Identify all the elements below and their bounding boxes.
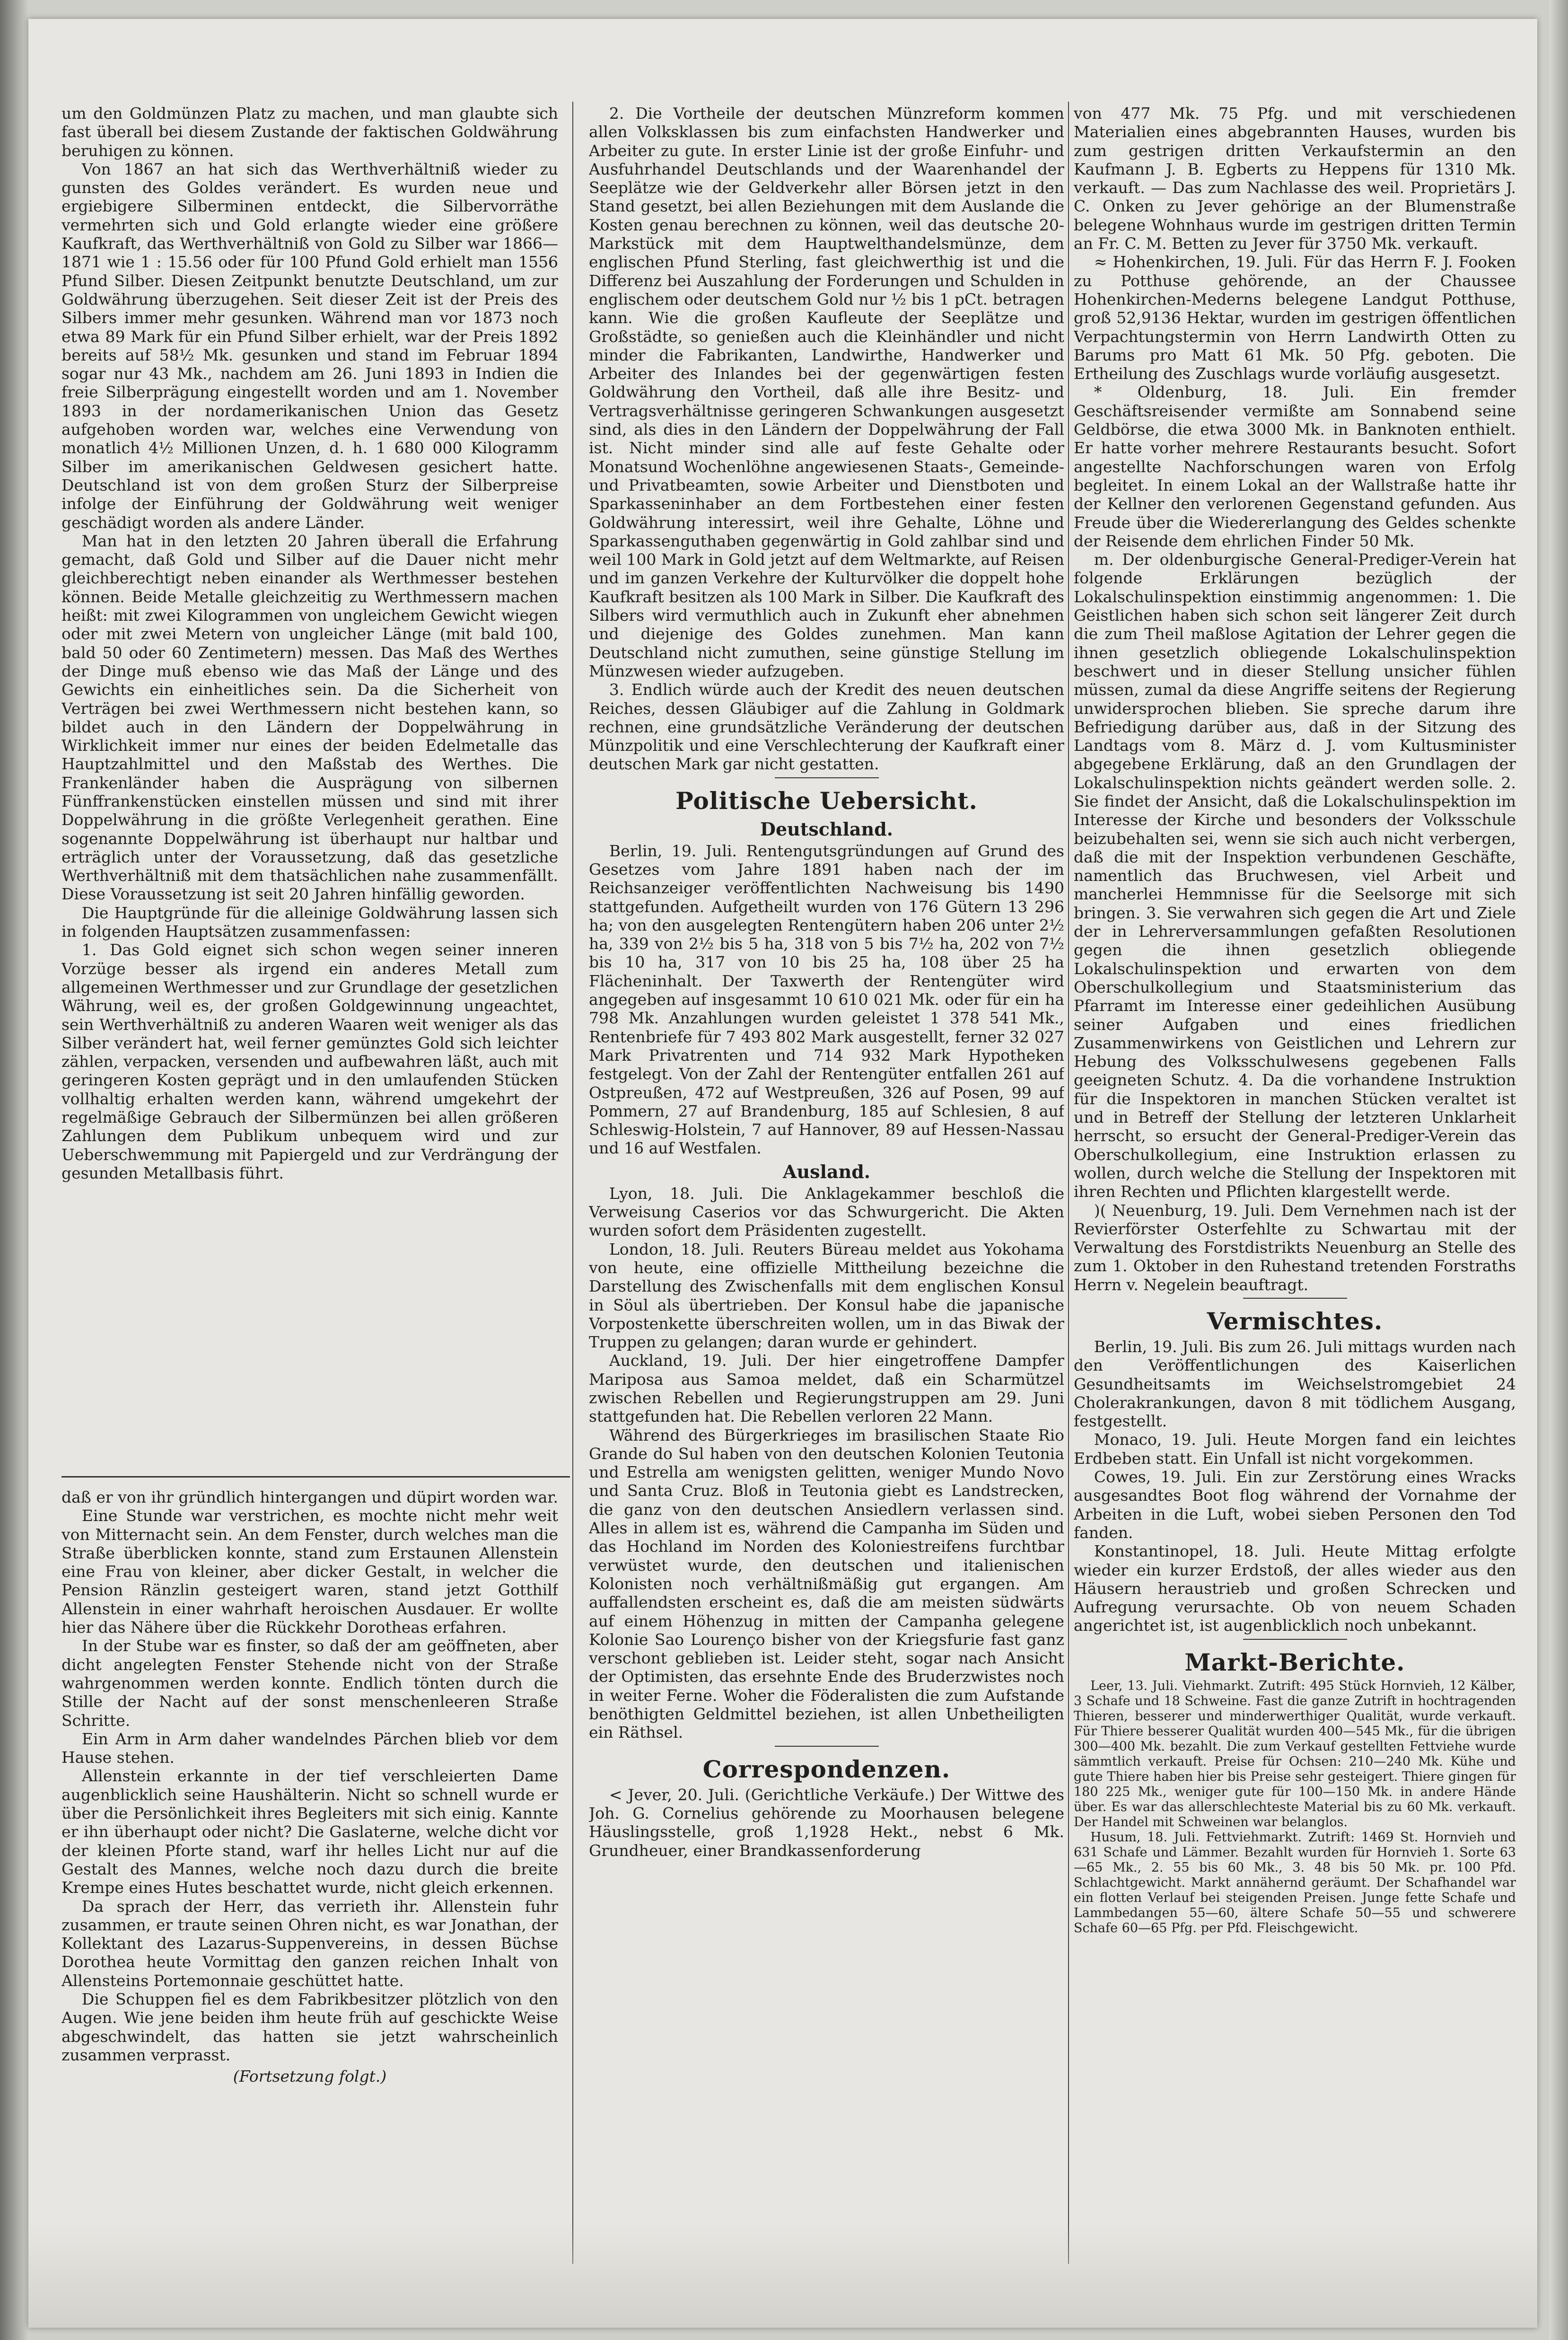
paragraph: Von 1867 an hat sich das Werthverhältniß wieder zu gunsten des Goldes verändert. Es wurden neue und ergiebigere Silberminen entdeckt, die Silbervorräthe vermehrten sich und Gold erlangte wieder eine größere Kaufkraft, das Werthverhältniß von Gold zu Silber war 1866—1871 wie 1 : 15.56 oder für 100 Pfund Gold erhielt man 1556 Pfund Silber. Diesen Zeitpunkt benutzte Deutschland, um zur Goldwährung überzugehen. Seit dieser Zeit ist der Preis des Silbers immer mehr gesunken. Während man vor 1873 noch etwa 89 Mark für ein Pfund Silber erhielt, war der Preis 1892 bereits auf 58½ Mk. gesunken und stand im Februar 1894 sogar nur 43 Mk., nachdem am 26. Juni 1893 in Indien die freie Silberprägung eingestellt worden und am 1. November 1893 in der nordamerikanischen Union das Gesetz aufgehoben worden war, welches eine Verwendung von monatlich 4½ Millionen Unzen, d. h. 1 680 000 Kilogramm Silber im amerikanischen Geldwesen gesichert hatte. Deutschland ist von dem großen Sturz der Silberpreise infolge der Einführung der Goldwährung weit weniger geschädigt worden als andere Länder.: [61, 159, 558, 532]
feuilleton-divider: [61, 1476, 570, 1478]
news-item: Lyon, 18. Juli. Die Anklagekammer beschloß die Verweisung Caserios vor das Schwurgericht. Die Akten wurden sofort dem Präsidenten zugestellt.: [589, 1184, 1064, 1240]
section-rule: [1243, 1298, 1347, 1299]
section-rule: [775, 777, 879, 778]
germany-subheading: Deutschland.: [760, 818, 893, 840]
paragraph: 1. Das Gold eignet sich schon wegen seiner inneren Vorzüge besser als irgend ein anderes Metall zum allgemeinen Werthmesser und zur Grundlage der gesetzlichen Währung, weil es, der großen Goldgewinnung ungeachtet, sein Werthverhältniß zu anderen Waaren weit weniger als das Silber verändert hat, weil ferner gemünztes Gold sich leichter zählen, verpacken, versenden und aufbewahren läßt, auch mit geringeren Kosten geprägt und in den umlaufenden Stücken vollhaltig erhalten werden kann, während umgekehrt der regelmäßige Gebrauch der Silbermünzen bei allen größeren Zahlungen dem Publikum unbequem wird und zur Ueberschwemmung mit Papiergeld und zur Verdrängung der gesunden Metallbasis führt.: [61, 941, 558, 1182]
market-item: Leer, 13. Juli. Viehmarkt. Zutrift: 495 Stück Hornvieh, 12 Kälber, 3 Schafe und 18 Schweine. Fast die ganze Zutrift in hochtragenden Thieren, besserer und minderwerthiger Qualität, wurde verkauft. Für Thiere besserer Qualität wurden 400—545 Mk., für die übrigen 300—400 Mk. bezahlt. Die zum Verkauf gestellten Fettviehe wurde sämmtlich verkauft. Preise für Ochsen: 210—240 Mk. Kühe und gute Thiere haben hier bis Preise sehr gesteigert. Thiere gingen für 180 225 Mk., weniger gute für 100—150 Mk. in andere Hände über. Es war das allerschlechteste Material bis zu 60 Mk. verkauft. Der Handel mit Schweinen war belanglos.: [1074, 1678, 1516, 1830]
news-item: Berlin, 19. Juli. Bis zum 26. Juli mittags wurden nach den Veröffentlichungen des Kaiserlichen Gesundheitsamts im Weichselstromgebiet 24 Cholerakrankungen, davon 8 mit tödlichem Ausgang, festgestellt.: [1074, 1337, 1516, 1431]
paragraph: Allenstein erkannte in der tief verschleierten Dame augenblicklich seine Haushälterin. Nicht so schnell wurde er über die Persönlichkeit ihres Begleiters mit sich einig. Kannte er ihn überhaupt oder nicht? Die Gaslaterne, welche dicht vor der kleinen Pforte stand, warf ihr helles Licht nur auf die Gestalt des Mannes, welche noch dazu durch die breite Krempe eines Hutes beschattet wurde, nicht gleich erkennen.: [61, 1767, 558, 1897]
news-item: * Oldenburg, 18. Juli. Ein fremder Geschäftsreisender vermißte am Sonnabend seine Geldbörse, die etwa 3000 Mk. in Banknoten enthielt. Er hatte vorher mehrere Restaurants besucht. Sofort angestellte Nachforschungen waren von Erfolg begleitet. In einem Lokal an der Wallstraße hatte ihr der Kellner den verlorenen Gegenstand gefunden. Aus Freude über die Wiedererlangung des Geldes schenkte der Reisende dem ehrlichen Finder 50 Mk.: [1074, 383, 1516, 550]
misc-heading: Vermischtes.: [1207, 1307, 1383, 1335]
abroad-subheading: Ausland.: [783, 1161, 870, 1182]
paragraph: Die Schuppen fiel es dem Fabrikbesitzer plötzlich von den Augen. Wie jene beiden ihm heute früh auf geschickte Weise abgeschwindelt, das hatten sie jetzt wahrscheinlich zusammen verprasst.: [61, 1990, 558, 2064]
paragraph: Ein Arm in Arm daher wandelndes Pärchen blieb vor dem Hause stehen.: [61, 1729, 558, 1767]
paragraph: Man hat in den letzten 20 Jahren überall die Erfahrung gemacht, daß Gold und Silber auf die Dauer nicht mehr gleichberechtigt neben einander als Werthmesser bestehen können. Beide Metalle gleichzeitig zu Werthmessern machen heißt: mit zwei Kilogrammen von ungleichem Gewicht wiegen oder mit zwei Metern von ungleicher Länge (mit bald 100, bald 50 oder 60 Zentimetern) messen. Das Maß des Werthes der Dinge muß ebenso wie das Maß der Länge und des Gewichts ein einheitliches sein. Da die Sicherheit von Verträgen bei zwei Werthmessern nicht bestehen kann, so bildet auch in den Ländern der Doppelwährung in Wirklichkeit immer nur eines der beiden Edelmetalle das Hauptzahlmittel und den Maßstab des Werthes. Die Frankenländer haben die Ausprägung von silbernen Fünffrankenstücken einstellen müssen und sind mit ihrer Doppelwährung in die größte Verlegenheit gerathen. Eine sogenannte Doppelwährung ist überhaupt nur haltbar und erträglich unter der Voraussetzung, daß das gesetzliche Werthverhältniß mit dem thatsächlichen nahe zusammenfällt. Diese Voraussetzung ist seit 20 Jahren hinfällig geworden.: [61, 531, 558, 904]
book-binding-shadow: [0, 0, 28, 2340]
news-item: Während des Bürgerkrieges im brasilischen Staate Rio Grande do Sul haben von den deutschen Kolonien Teutonia und Estrella am wenigsten gelitten, weniger Mundo Novo und Santa Cruz. Bloß in Teutonia giebt es Landstrecken, die ganz von den deutschen Ansiedlern verlassen sind. Alles in allem ist es, während die Campanha im Süden und das Hochland im Norden des Koloniestreifens furchtbar verwüstet wurde, den deutschen und italienischen Kolonisten noch verhältnißmäßig gut ergangen. Am auffallendsten erscheint es, daß die am meisten südwärts auf einem Höhenzug in mitten der Campanha gelegene Kolonie Sao Lourenço bisher von der Kriegsfurie fast ganz verschont geblieben ist. Leider steht, sogar nach Ansicht der Optimisten, das ersehnte Ende des Bruderzwistes noch in weiter Ferne. Woher die Föderalisten die zum Aufstande benöthigten Geldmittel beziehen, ist allen Unbetheiligten ein Räthsel.: [589, 1425, 1064, 1742]
news-item: Konstantinopel, 18. Juli. Heute Mittag erfolgte wieder ein kurzer Erdstoß, der alles wieder aus den Häusern heraustrieb und großen Schrecken und Aufregung verursachte. Ob von neuem Schaden angerichtet ist, ist augenblicklich noch unbekannt.: [1074, 1542, 1516, 1635]
market-reports: [1074, 1679, 1516, 1936]
news-item: < Jever, 20. Juli. (Gerichtliche Verkäufe.) Der Wittwe des Joh. G. Cornelius gehörende zu Moorhausen belegene Häuslingsstelle, groß 1,1928 Hekt., nebst 6 Mk. Grundheuer, einer Brandkassenforderung: [589, 1785, 1064, 1860]
paragraph: 3. Endlich würde auch der Kredit des neuen deutschen Reiches, dessen Gläubiger auf die Zahlung in Goldmark rechnen, eine grundsätzliche Veränderung der deutschen Münzpolitik und eine Verschlechterung der Kaufkraft einer deutschen Mark gar nicht gestatten.: [589, 680, 1064, 774]
paragraph: daß er von ihr gründlich hintergangen und düpirt worden war.: [61, 1488, 558, 1506]
news-item: )( Neuenburg, 19. Juli. Dem Vernehmen nach ist der Revierförster Osterfehlte zu Schwartau mit der Verwaltung des Forstdistrikts Neuenburg an Stelle des zum 1. Oktober in den Ruhestand tretenden Forstraths Herrn v. Negelein beauftragt.: [1074, 1201, 1516, 1294]
news-item: ≈ Hohenkirchen, 19. Juli. Für das Herrn F. J. Fooken zu Potthuse gehörende, an der Chaussee Hohenkirchen-Mederns belegene Landgut Potthuse, groß 52,9136 Hektar, wurden im gestrigen öffentlichen Verpachtungstermin von Herrn Landwirth Otten zu Barums pro Matt 61 Mk. 50 Pfg. geboten. Die Ertheilung des Zuschlags wurde vorläufig ausgesetzt.: [1074, 253, 1516, 383]
paragraph: von 477 Mk. 75 Pfg. und mit verschiedenen Materialien eines abgebrannten Hauses, wurden bis zum gestrigen dritten Verkaufstermin an den Kaufmann J. B. Egberts zu Heppens für 1310 Mk. verkauft. — Das zum Nachlasse des weil. Proprietärs J. C. Onken zu Jever gehörige an der Blumenstraße belegene Wohnhaus wurde im gestrigen dritten Termin an Fr. C. M. Betten zu Jever für 3750 Mk. verkauft.: [1074, 104, 1516, 253]
section-rule: [1243, 1639, 1347, 1640]
column-2: [589, 104, 1064, 2261]
correspondence-heading: Correspondenzen.: [702, 1755, 951, 1783]
column-1: [61, 104, 558, 1476]
feuilleton-column: [61, 1488, 558, 2217]
paragraph: Da sprach der Herr, das verrieth ihr. Allenstein fuhr zusammen, er traute seinen Ohren nicht, es war Jonathan, der Kollektant des Lazarus-Suppenvereins, in dessen Büchse Dorothea heute Vormittag den ganzen reichen Inhalt von Allensteins Portemonnaie geschüttet hatte.: [61, 1897, 558, 1990]
paragraph: Die Hauptgründe für die alleinige Goldwährung lassen sich in folgenden Hauptsätzen zusammenfassen:: [61, 903, 558, 941]
column-3: [1074, 104, 1516, 2261]
column-divider: [572, 102, 573, 2264]
paragraph: um den Goldmünzen Platz zu machen, und man glaubte sich fast überall bei diesem Zustande der faktischen Goldwährung beruhigen zu können.: [61, 104, 558, 160]
section-rule: [775, 1746, 879, 1747]
column-divider: [1068, 102, 1069, 2264]
continued-note: (Fortsetzung folgt.): [233, 2067, 387, 2086]
page-edge: [1549, 0, 1568, 2340]
news-item: London, 18. Juli. Reuters Büreau meldet aus Yokohama von heute, eine offizielle Mittheilung bezeichne die Darstellung des Zwischenfalls mit dem englischen Konsul in Söul als übertrieben. Der Konsul habe die japanische Vorpostenkette überschreiten wollen, um in das Biwak der Truppen zu gelangen; daran wurde er gehindert.: [589, 1240, 1064, 1352]
paragraph: 2. Die Vortheile der deutschen Münzreform kommen allen Volksklassen bis zum einfachsten Handwerker und Arbeiter zu gute. In erster Linie ist der große Einfuhr- und Ausfuhrhandel Deutschlands und der Waarenhandel der Seeplätze wie der Geldverkehr aller Börsen jetzt in den Stand gesetzt, bei allen Beziehungen mit dem Auslande die Kosten genau berechnen zu können, weil das deutsche 20-Markstück mit dem Hauptwelthandelsmünze, dem englischen Pfund Sterling, fast gleichwerthig ist und die Differenz bei Auszahlung der Forderungen und Schulden in englischem oder deutschem Gold nur ½ bis 1 pCt. betragen kann. Wie die großen Kaufleute der Seeplätze und Großstädte, so genießen auch die Kleinhändler und nicht minder die Fabrikanten, Landwirthe, Handwerker und Arbeiter des Inlandes bei der gegenwärtigen festen Goldwährung den Vortheil, daß alle ihre Besitz- und Vertragsverhältnisse geringeren Schwankungen ausgesetzt sind, als dies in den Ländern der Doppelwährung der Fall ist. Nicht minder sind alle auf feste Gehalte oder Monatsund Wochenlöhne angewiesenen Staats-, Gemeinde- und Privatbeamten, sowie Arbeiter und Dienstboten und Sparkasseninhaber an dem Fortbestehen einer festen Goldwährung interessirt, weil ihre Gehalte, Löhne und Sparkassenguthaben gegenwärtig in Gold zahlbar sind und weil 100 Mark in Gold jetzt auf dem Weltmarkte, auf Reisen und im ganzen Verkehre der Kulturvölker die doppelt hohe Kaufkraft besitzen als 100 Mark in Silber. Die Kaufkraft des Silbers wird vermuthlich auch in Zukunft eher abnehmen und diejenige des Goldes zunehmen. Man kann Deutschland nicht zumuthen, seine günstige Stellung im Münzwesen wieder aufzugeben.: [589, 104, 1064, 680]
news-item: m. Der oldenburgische General-Prediger-Verein hat folgende Erklärungen bezüglich der Lokalschulinspektion einstimmig angenommen: 1. Die Geistlichen haben sich schon seit längerer Zeit durch die zum Theil maßlose Agitation der Lehrer gegen die ihnen gesetzlich obliegende Lokalschulinspektion beschwert und in dieser Stellung unsicher fühlen müssen, zumal da diese Angriffe seitens der Regierung unwidersprochen blieben. Sie spreche darum ihre Befriedigung darüber aus, daß in der Sitzung des Landtags vom 8. März d. J. vom Kultusminister abgegebene Erklärung, daß an den Grundlagen der Lokalschulinspektion nichts geändert werden solle. 2. Sie findet der Ansicht, daß die Lokalschulinspektion im Interesse der Kirche und besonders der Volksschule beizubehalten sei, wenn sie sich auch nicht verbergen, daß die mit der Inspektion verbundenen Geschäfte, namentlich das Bruchwesen, viel Arbeit und mancherlei Hemmnisse für die Seelsorge mit sich bringen. 3. Sie verwahren sich gegen die Art und Ziele der in Lehrerversammlungen gefaßten Resolutionen gegen die ihnen gesetzlich obliegende Lokalschulinspektion und erwarten von dem Oberschulkollegium und Staatsministerium das Pfarramt im Interesse einer gedeihlichen Ausübung seiner Aufgaben und eines friedlichen Zusammenwirkens von Geistlichen und Lehrern zur Hebung des Volksschulwesens gegebenen Falls geeigneten Schutz. 4. Da die vorhandene Instruktion für die Inspektoren in manchen Stücken veraltet ist und in Betreff der Stellung der letzteren Unklarheit herrscht, so ersucht der General-Prediger-Verein das Oberschulkollegium, eine Instruktion erlassen zu wollen, durch welche die Stellung der Inspektoren mit ihren Rechten und Pflichten klargestellt werde.: [1074, 550, 1516, 1201]
market-item: Husum, 18. Juli. Fettviehmarkt. Zutrift: 1469 St. Hornvieh und 631 Schafe und Lämmer. Bezahlt wurden für Hornvieh 1. Sorte 63—65 Mk., 2. 55 bis 60 Mk., 3. 48 bis 50 Mk. pr. 100 Pfd. Schlachtgewicht. Markt annähernd geräumt. Der Schafhandel war ein flotten Verlauf bei steigenden Preisen. Junge fette Schafe und Lammbedangen 55—60, ältere Schafe 50—55 und schwerere Schafe 60—65 Pfg. per Pfd. Fleischgewicht.: [1074, 1830, 1516, 1935]
news-item: Berlin, 19. Juli. Rentengutsgründungen auf Grund des Gesetzes vom Jahre 1891 haben nach der im Reichsanzeiger veröffentlichten Nachweisung bis 1490 stattgefunden. Aufgetheilt wurden von 176 Gütern 13 296 ha; von den ausgelegten Rentengütern haben 206 unter 2½ ha, 339 von 2½ bis 5 ha, 318 von 5 bis 7½ ha, 202 von 7½ bis 10 ha, 317 von 10 bis 25 ha, 108 über 25 ha Flächeninhalt. Der Taxwerth der Rentengüter wird angegeben auf insgesammt 10 610 021 Mk. oder für ein ha 798 Mk. Anzahlungen wurden geleistet 1 378 541 Mk., Rentenbriefe für 7 493 802 Mark ausgestellt, ferner 32 027 Mark Privatrenten und 714 932 Mark Hypotheken festgelegt. Von der Zahl der Rentengüter entfallen 261 auf Ostpreußen, 472 auf Westpreußen, 326 auf Posen, 99 auf Pommern, 27 auf Brandenburg, 185 auf Schlesien, 8 auf Schleswig-Holstein, 7 auf Hannover, 89 auf Hessen-Nassau und 16 auf Westfalen.: [589, 841, 1064, 1158]
news-item: Cowes, 19. Juli. Ein zur Zerstörung eines Wracks ausgesandtes Boot flog während der Vornahme der Arbeiten in die Luft, wobei sieben Personen den Tod fanden.: [1074, 1468, 1516, 1542]
paragraph: In der Stube war es finster, so daß der am geöffneten, aber dicht angelegten Fenster Stehende nicht von der Straße wahrgenommen werden konnte. Endlich tönten durch die Stille der Nacht auf der sonst menschenleeren Straße Schritte.: [61, 1636, 558, 1730]
market-heading: Markt-Berichte.: [1184, 1648, 1405, 1676]
politics-heading: Politische Uebersicht.: [675, 786, 978, 815]
page-bottom-shade: [28, 2224, 1537, 2328]
paragraph: Eine Stunde war verstrichen, es mochte nicht mehr weit von Mitternacht sein. An dem Fenster, durch welches man die Straße überblicken konnte, stand zum Erstaunen Allenstein eine Frau von kleiner, aber dicker Gestalt, in welcher die Pension Ränzlin gesteigert waren, stand jetzt Gotthilf Allenstein in einer wahrhaft heroischen Ausdauer. Er wollte hier das Nähere über die Rückkehr Dorotheas erfahren.: [61, 1506, 558, 1637]
news-item: Monaco, 19. Juli. Heute Morgen fand ein leichtes Erdbeben statt. Ein Unfall ist nicht vorgekommen.: [1074, 1430, 1516, 1468]
news-item: Auckland, 19. Juli. Der hier eingetroffene Dampfer Mariposa aus Samoa meldet, daß ein Scharmützel zwischen Rebellen und Regierungstruppen am 29. Juni stattgefunden hat. Die Rebellen verloren 22 Mann.: [589, 1351, 1064, 1426]
